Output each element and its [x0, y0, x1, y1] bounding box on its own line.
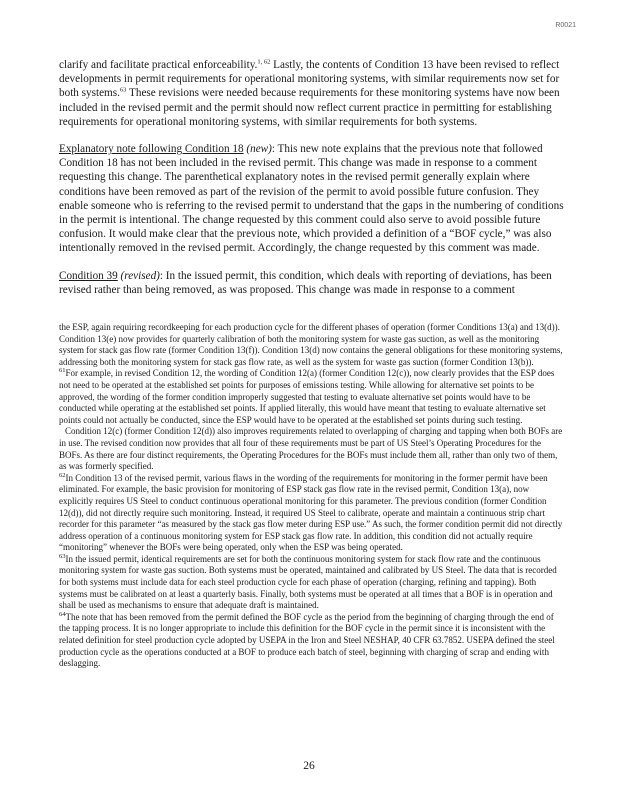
footnotes	[59, 322, 564, 670]
footnote-61-continued: Condition 12(c) (former Condition 12(d)) also improves requirements related to overlapping of charging and tapping when both BOFs are in use. The revised condition now provides that all four of these requirements must be part of US Steel’s Operating Procedures for the BOFs. As there are four distinct requirements, the Operating Procedures for the BOFs must include them all, rather than only two of them, as was formerly specified.	[59, 426, 563, 472]
footnote-text: For example, in revised Condition 12, the wording of Condition 12(a) (former Condition 12(c)), now clearly provides that the ESP does not need to be operated at the established set points for purposes of emissions testing. While allowing for alternative set points to be approved, the wording of the former condition improperly suggested that testing to evaluate alternative set points would have to be conducted while operating at the established set points. If applied literally, this would have meant that testing to evaluate alternative set points could not actually be conducted, since the ESP would have to be operated at the established set points during such testing.	[59, 368, 555, 425]
paragraph-condition-13-summary	[59, 58, 564, 129]
footnote-number: 61	[59, 367, 66, 375]
section-tag: (revised)	[117, 269, 160, 282]
paragraph-condition-39	[59, 269, 564, 297]
footnote-61	[59, 368, 564, 426]
page-id-stamp: R0021	[555, 22, 576, 29]
footnote-63	[59, 554, 564, 612]
footnote-ref: 1, 62	[257, 58, 271, 66]
text-run: : This new note explains that the previous note that followed Condition 18 has not been included in the revised permit. This change was made in response to a comment requesting this change. The parenthetical explanatory notes in the revised permit generally explain where conditions have been removed as part of the revision of the permit to avoid possible future confusion. They enable someone who is referring to the revised permit to understand that the gaps in the numbering of conditions in the permit is intentional. The change requested by this comment could also serve to avoid possible future confusion. It would make clear that the previous note, which provided a definition of a “BOF cycle,” was also intentionally removed in the revised permit. Accordingly, the change requested by this comment was made.	[59, 143, 564, 255]
page-number: 26	[303, 760, 315, 772]
section-tag: (new)	[243, 143, 272, 156]
text-run: Lastly, the contents of Condition 13 have been revised to reflect developments in permit requirements for operational monitoring systems, with similar requirements now set for both systems.	[59, 59, 560, 100]
text-run: These revisions were needed because requirements for these monitoring systems have now been included in the revised permit and the permit should now reflect current practice in permitting for establishing requirements for operational monitoring systems, with similar requirements for both systems.	[59, 87, 560, 128]
footnote-ref: 63	[119, 86, 127, 94]
footnote-text: In the issued permit, identical requirements are set for both the continuous monitoring system for stack flow rate and the continuous monitoring system for waste gas suction. Both systems must be operated, maintained and calibrated by US Steel. The data that is recorded for both systems must include data for each steel production cycle for each phase of operation (charging, refining and tapping). Both systems must be calibrated on at least a quarterly basis. Finally, both systems must be operated at all times that a BOF is in operation and shall be used as mechanisms to ensure that adequate draft is maintained.	[59, 553, 557, 611]
footnote-text: In Condition 13 of the revised permit, various flaws in the wording of the requirements for monitoring in the former permit have been eliminated. For example, the basic provision for monitoring of ESP stack gas flow rate in the revised permit, Condition 13(a), now explicitly requires US Steel to conduct continuous operational monitoring for this parameter. The previous condition (former Condition 12(d)), did not directly require such monitoring. Instead, it required US Steel to calibrate, operate and maintain a continuous strip chart recorder for this parameter “as measured by the stack gas flow meter during ESP use.” As such, the former condition permit did not directly address operation of a continuous monitoring system for ESP stack gas flow rate. In addition, this condition did not actually require “monitoring” whenever the BOFs were being operated, only when the ESP was being operated.	[59, 472, 563, 553]
text-run: clarify and facilitate practical enforceability.	[59, 59, 258, 71]
footnote-number: 63	[59, 552, 66, 560]
section-heading: Explanatory note following Condition 18	[59, 143, 244, 156]
footnote-64	[59, 612, 564, 670]
footnote-text: The note that has been removed from the permit defined the BOF cycle as the period from the beginning of charging through the end of the tapping process. It is no longer appropriate to include this definition for the BOF cycle in the permit since it is inconsistent with the related definition for steel production cycle adopted by USEPA in the Iron and Steel NESHAP, 40 CFR 63.7852. USEPA defined the steel production cycle as the operations conducted at a BOF to produce each batch of steel, beginning with charging of scrap and ending with deslagging.	[59, 611, 555, 669]
text-run: : In the issued permit, this condition, which deals with reporting of deviations, has been revised rather than being removed, as was proposed. This change was made in response to a comment	[59, 269, 552, 296]
footnote-number: 62	[59, 471, 66, 479]
footnote-number: 64	[59, 610, 66, 618]
section-heading: Condition 39	[59, 269, 118, 282]
footnote-62	[59, 473, 564, 554]
footnote-continuation: the ESP, again requiring recordkeeping for each production cycle for the different phases of operation (former Conditions 13(a) and 13(d)). Condition 13(e) now provides for quarterly calibration of both the monitoring system for waste gas suction, as well as the monitoring system for stack gas flow rate (former Condition 13(f)). Condition 13(d) now contains the general obligations for these monitoring systems, addressing both the monitoring system for stack gas flow rate, as well as the system for waste gas suction (former Condition 13(b)).	[59, 322, 563, 367]
main-body	[59, 58, 564, 310]
paragraph-explanatory-note	[59, 142, 564, 256]
